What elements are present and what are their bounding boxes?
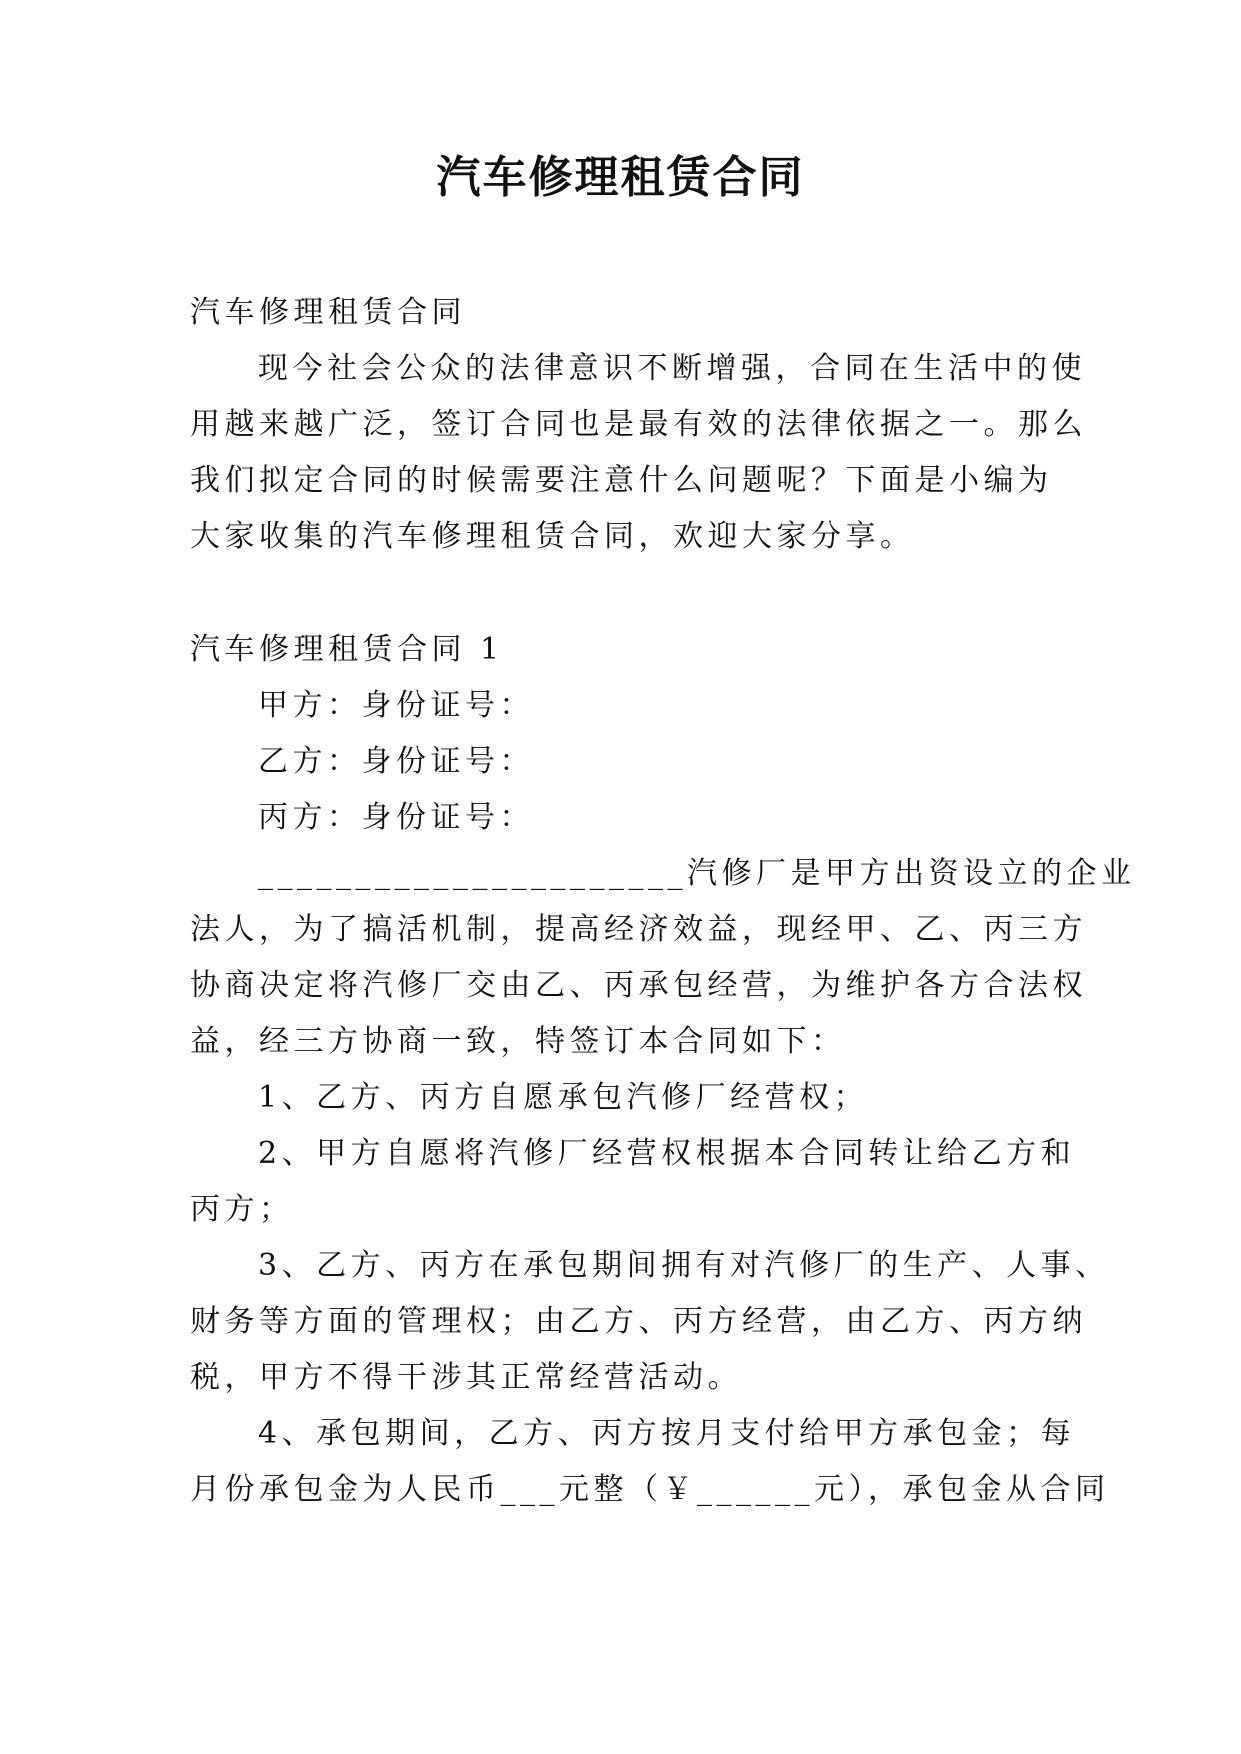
document-body [190, 285, 1136, 1518]
clause-4: 4、承包期间，乙方、丙方按月支付给甲方承包金；每 [258, 1416, 1076, 1451]
intro-line: 我们拟定合同的时候需要注意什么问题呢？下面是小编为 [190, 463, 1053, 498]
clause-2-continued: 丙方； [190, 1192, 294, 1227]
clause-3-continued: 税，甲方不得干涉其正常经营活动。 [190, 1360, 742, 1395]
preamble-line: 法人，为了搞活机制，提高经济效益，现经甲、乙、丙三方 [190, 912, 1087, 947]
document-title: 汽车修理租赁合同 [436, 152, 805, 203]
clause-4-continued: 月份承包金为人民币___元整（￥______元），承包金从合同 [190, 1472, 1110, 1507]
preamble-line: 益，经三方协商一致，特签订本合同如下： [190, 1024, 846, 1059]
party-line: 甲方：身份证号： [258, 688, 534, 723]
preamble-line: ______________________汽修厂是甲方出资设立的企业 [258, 856, 1136, 891]
clause-3-continued: 财务等方面的管理权；由乙方、丙方经营，由乙方、丙方纳 [190, 1304, 1087, 1339]
clause-3: 3、乙方、丙方在承包期间拥有对汽修厂的生产、人事、 [258, 1248, 1110, 1283]
intro-line: 用越来越广泛，签订合同也是最有效的法律依据之一。那么 [190, 407, 1087, 442]
clause-2: 2、甲方自愿将汽修厂经营权根据本合同转让给乙方和 [258, 1136, 1076, 1171]
paragraph-gap [190, 565, 1060, 622]
preamble-line: 协商决定将汽修厂交由乙、丙承包经营，为维护各方合法权 [190, 968, 1087, 1003]
party-line: 乙方：身份证号： [258, 744, 534, 779]
subtitle: 汽车修理租赁合同 [190, 295, 466, 330]
party-line: 丙方：身份证号： [258, 800, 534, 835]
contract-heading: 汽车修理租赁合同 1 [190, 632, 504, 667]
clause-1: 1、乙方、丙方自愿承包汽修厂经营权； [258, 1080, 869, 1115]
intro-line: 现今社会公众的法律意识不断增强，合同在生活中的使 [258, 351, 1086, 386]
intro-line: 大家收集的汽车修理租赁合同，欢迎大家分享。 [190, 519, 915, 554]
